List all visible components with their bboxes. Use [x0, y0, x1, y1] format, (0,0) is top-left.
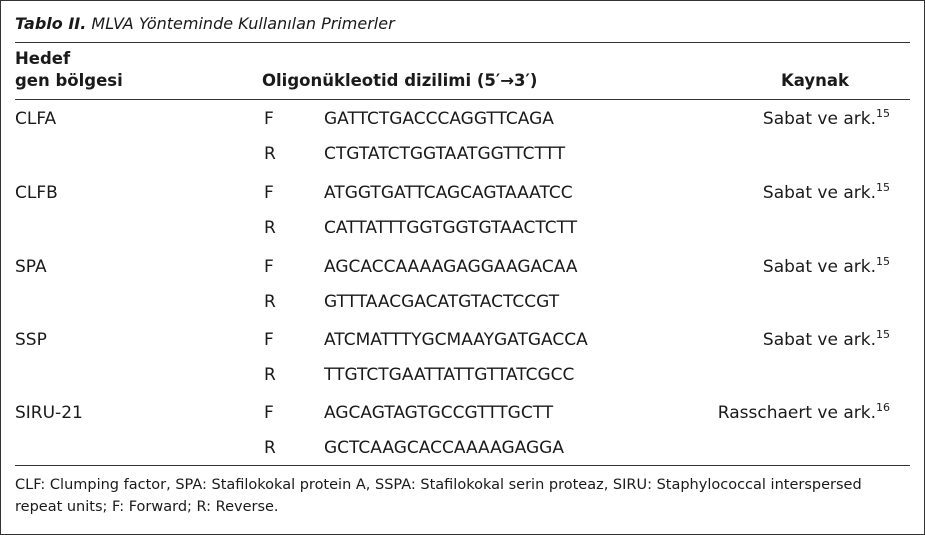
source-citation-number: 15 — [876, 107, 890, 120]
header-gene-line2: gen bölgesi — [15, 71, 123, 90]
reverse-label: R — [264, 292, 276, 312]
table-footnote: CLF: Clumping factor, SPA: Stafilokokal protein A, SSPA: Stafilokokal serin proteaz, SIRU: Staphylococcal interspersed repeat units; F: Forward; R: Reverse. — [15, 477, 862, 515]
header-gene — [15, 48, 123, 92]
header-top-rule — [15, 42, 910, 43]
source-text: Rasschaert ve ark. — [717, 403, 876, 423]
source-text: Sabat ve ark. — [762, 330, 876, 350]
source-citation-number: 15 — [876, 181, 890, 194]
forward-sequence: ATGGTGATTCAGCAGTAAATCC — [324, 183, 573, 203]
reverse-label: R — [264, 365, 276, 385]
source-text: Sabat ve ark. — [762, 183, 876, 203]
source-text: Sabat ve ark. — [762, 257, 876, 277]
header-source: Kaynak — [781, 71, 850, 90]
forward-sequence: GATTCTGACCCAGGTTCAGA — [324, 109, 554, 129]
source-reference — [763, 183, 890, 203]
gene-name: CLFB — [15, 183, 58, 203]
reverse-sequence: CATTATTTGGTGGTGTAACTCTT — [324, 218, 578, 238]
forward-sequence: AGCAGTAGTGCCGTTTGCTT — [324, 403, 554, 423]
source-citation-number: 16 — [876, 401, 890, 414]
reverse-sequence: GTTTAACGACATGTACTCCGT — [324, 292, 560, 312]
gene-name: CLFA — [15, 109, 57, 129]
forward-label: F — [264, 330, 274, 350]
gene-name: SPA — [15, 257, 47, 277]
source-reference — [763, 330, 890, 350]
header-bottom-rule — [15, 99, 910, 100]
table-title — [15, 14, 395, 33]
footnote-rule — [15, 465, 910, 466]
reverse-label: R — [264, 218, 276, 238]
reverse-sequence: TTGTCTGAATTATTGTTATCGCC — [324, 365, 575, 385]
forward-label: F — [264, 183, 274, 203]
reverse-sequence: GCTCAAGCACCAAAAGAGGA — [324, 438, 564, 458]
reverse-label: R — [264, 438, 276, 458]
source-citation-number: 15 — [876, 328, 890, 341]
source-citation-number: 15 — [876, 255, 890, 268]
source-reference — [763, 109, 890, 129]
reverse-label: R — [264, 144, 276, 164]
header-sequence: Oligonükleotid dizilimi (5′→3′) — [262, 71, 538, 90]
forward-label: F — [264, 403, 274, 423]
gene-name: SIRU-21 — [15, 403, 83, 423]
forward-label: F — [264, 109, 274, 129]
source-reference — [718, 403, 890, 423]
table-title-label: Tablo II. — [15, 14, 87, 33]
forward-sequence: ATCMATTTYGCMAAYGATGACCA — [324, 330, 588, 350]
header-gene-line1: Hedef — [15, 49, 71, 68]
source-text: Sabat ve ark. — [762, 109, 876, 129]
source-reference — [763, 257, 890, 277]
reverse-sequence: CTGTATCTGGTAATGGTTCTTT — [324, 144, 566, 164]
forward-label: F — [264, 257, 274, 277]
table-title-text: MLVA Yönteminde Kullanılan Primerler — [86, 14, 395, 33]
gene-name: SSP — [15, 330, 47, 350]
forward-sequence: AGCACCAAAAGAGGAAGACAA — [324, 257, 578, 277]
